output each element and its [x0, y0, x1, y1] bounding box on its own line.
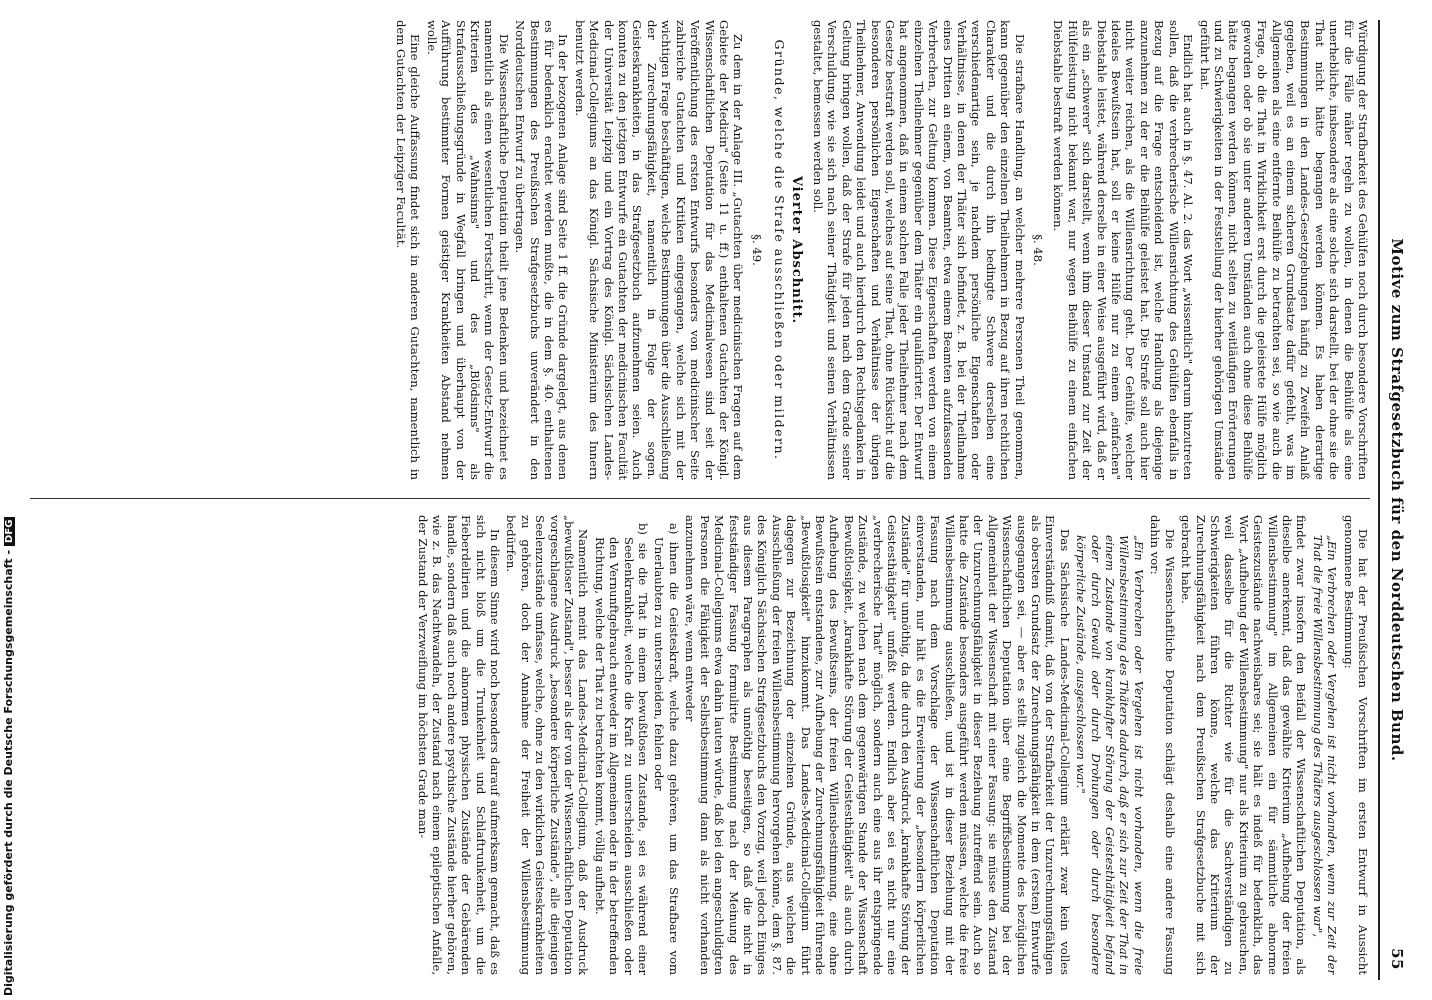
dfg-logo: DFG — [4, 517, 15, 546]
header-rule — [1378, 20, 1380, 980]
list-item: b) sie die That in einem bewußtlosen Zustande, sei es während einer Seelenkrankheit, welche die Kraft zu unterscheiden ausschließen oder den Vernunftgebrauch entweder im Allgemeinen oder in der betreffenden Richtung, welche der That zu betrachten kommt, völlig aufhebt. — [592, 523, 651, 975]
rotated-page-scan — [20, 20, 1410, 980]
left-column — [30, 20, 1370, 480]
paragraph: Das Sächsische Landes-Medicinal-Collegium erklärt zwar kein volles Einverständniß damit, daß von der Strafbarkeit der Unzurechnungsfähigen als obersten Grundsatz der Zurechnungsfähigkeit in dem (ersten) Entwurfe ausgegangen sei, — aber es stellt zugleich die Momente des bezüglichen Wissenschaftlichen Deputation über eine Begriffsbestimmung bei der Allgemeinheit der Wissenschaft mit einer Fassung: sie müsse den Zustand der Unzurechnungsfähigkeit in dieser Beziehung zutreffend sein. Auch so hatte die Zustände besonders ausgeführt werden müssen, welche die freie Willensbestimmung ausschließen, und ist in dieser Beziehung mit der Fassung nach dem Vorschlage der Wissenschaftlichen Deputation einverstanden, nur hält es die Erweiterung der „besondern körperlichen Zustände" für unnöthig, da die durch den Ausdruck „krankhafte Störung der Geistesthätigkeit" umfaßt werden. Endlich aber sei es nicht nur eine „verbrecherische That" möglich, sondern auch eine aus ihr entspringende Zustände, zu welchen nach dem gegenwärtigen Stande der Wissenschaft Bewußtlosigkeit, „krankhafte Störung der Geistesthätigkeit" als auch durch Aufhebung des Bewußtseins, der freien Willensbestimmung, eine ohne Bewußtsein entstandene, zur Aufhebung der Zurechnungsfähigkeit führende „Bewußtlosigkeit" hinzukommt. Das Landes-Medicinal-Collegium führt dagegen zur Bezeichnung der einzelnen Gründe, aus welchen die Ausschließung der freien Willensbestimmung hervorgehen könne, dem §. 87. des Königlich Sächsischen Strafgesetzbuchs den Vorzug, weil jedoch Einiges aus diesem Paragraphen als unnöthig beseitigen, so daß die nicht in festständiger Fassung formulirte Bestimmung nach der Meinung des Medicinal-Collegiums etwa dahin lauten würde, daß bei den angeschuldigten Personen die Fähigkeit der Selbstbestimmung dann als nicht vorhanden anzunehmen wäre, wenn entweder — [683, 515, 1072, 975]
paragraph: Die strafbare Handlung, an welcher mehrere Personen Theil genommen, kann gegenüber den einzelnen Theilnehmern in Bezug auf ihren rechtlichen Charakter und die durch ihn bedingte Schwere derselben eine verschiedenartige sein, je nachdem persönliche Eigenschaften oder Verhältnisse, in denen der Thäter sich befindet, z. B. bei der Theilnahme eines Dritten an einem, von Beamten, etwa einem Beamten aufzufassenden Verbrechen, zur Geltung kommen. Diese Eigenschaften werden von einem einzelnen Theilnehmer gegenüber dem Thäter ein qualificirter. Der Entwurf hat angenommen, daß in einem solchen Falle jeder Theilnehmer nach dem Gesetze bestraft werden soll, welches auf seine That, ohne Rücksicht auf die besonderen persönlichen Eigenschaften und Verhältnisse der übrigen Theilnehmer, Anwendung leidet und auch hierdurch den Rechtsgedanken in Geltung bringen wollen, daß der Strafe für jeden nach dem Grade seiner Verschuldung, wie sie sich nach seiner Thätigkeit und seinen Verhältnissen gestaltet, bemessen werden soll. — [810, 20, 1027, 480]
credit-text: Digitalisierung gefördert durch die Deutsche Forschungsgemeinschaft - — [2, 549, 15, 996]
column-divider — [30, 498, 1370, 499]
right-column — [30, 515, 1370, 975]
paragraph: In diesem Sinne wird noch besonders darauf aufmerksam gemacht, daß es sich nicht bloß um die Trunkenheit und Schlaftrunkenheit, um die Fieberdelirien und die abnormen physischen Zustände der Gebärenden handle, sondern daß auch noch andere psychische Zustände hierher gehören, wie z. B. das Nachtwandeln, der Zustand nach einem epileptischen Anfalle, der Zustand der Verzweiflung im höchsten Grade man- — [416, 515, 503, 975]
running-title: Motive zum Strafgesetzbuch für den Norddeutschen Bund. — [1388, 238, 1406, 762]
digitization-credit — [2, 519, 16, 996]
quotation: „Ein Verbrechen oder Vergehen ist nicht vorhanden, wenn zur Zeit der That die freie Willensbestimmung des Thäters ausgeschlossen war", — [1310, 535, 1340, 975]
paragraph: Eine gleiche Auffassung findet sich in anderen Gutachten, namentlich in dem Gutachten der Leipziger Facultät. — [394, 20, 423, 480]
paragraph: Die Wissenschaftliche Deputation theilt jene Bedenken und bezeichnet es namentlich als einen wesentlichen Fortschritt, wenn der Gesetz-Entwurf die Kriterien des „Wahnsinns" und des „Blödsinns" als Strafausschließungsgründe in Wegfall bringen und überhaupt von der Aufführung bestimmter Formen geistiger Krankheiten Abstand nehmen wolle. — [424, 20, 511, 480]
paragraph: Würdigung der Strafbarkeit des Gehülfen noch durch besondere Vorschriften für die Fälle näher regeln zu wollen, in denen die Beihülfe als eine unerhebliche, insbesondere als eine solche sich darstellt, bei der ohne sie die That nicht hätte begangen werden können. Es haben derartige Bestimmungen in den Landes-Gesetzgebungen häufig zu Zweifeln Anlaß gegeben, weil es an einem sicheren Grundsatze dafür gefehlt, was im Allgemeinen als eine entfernte Beihülfe zu betrachten sei, so wie auch die Frage, ob die That in Wirklichkeit erst durch die geleistete Hülfe möglich geworden oder ob sie unter anderen Umständen auch ohne diese Beihülfe hätte begangen werden können, nicht selten zu weitläufigen Erörterungen und zu Schwierigkeiten in der Feststellung der hierher gehörigen Umstände geführt hat. — [1197, 20, 1370, 480]
section-heading: Vierter Abschnitt. — [788, 175, 804, 325]
section-subheading: Gründe, welche die Strafe ausschließen oder mildern. — [772, 39, 788, 461]
section-number: §. 49. — [749, 234, 764, 266]
paragraph: Zu dem in der Anlage III. „Gutachten über medicinischen Fragen auf dem Gebiete der Medicin" (Seite 11 u. ff.) enthaltenen Gutachten der Königl. Wissenschaftlichen Deputation für das Medicinalwesen sind seit der Veröffentlichung des ersten Entwurfs besonders von medicinischer Seite zahlreiche Gutachten und Kritiken eingegangen, welche sich mit der wichtigen Frage beschäftigen, welche Bestimmungen über die Ausschließung der Zurechnungsfähigkeit, namentlich in Folge der sogen. Geisteskrankheiten, in das Strafgesetzbuch aufzunehmen seien. Auch konnten zu den jetzigen Entwurfe ein Gutachten der medicinischen Facultät der Universität Leipzig und ein Vortrag des Königl. Sächsischen Landes-Medicinal-Collegiums an das Königl. Sächsische Ministerium des Innern benutzt werden. — [572, 20, 746, 480]
page-number: 55 — [1388, 948, 1406, 970]
paragraph: Namentlich meint das Landes-Medicinal-Collegium, daß der Ausdruck „bewußtloser Zustand", besser als der von der Wissenschaftlichen Deputation vorgeschlagene Ausdruck „besondere körperliche Zustände", alle diejenigen Seelenzustände umfasse, welche, ohne zu den wirklichen Geisteskrankheiten zu gehören, doch der Annahme der Freiheit der Willensbestimmung bedürfen. — [504, 515, 591, 975]
quotation: „Ein Verbrechen oder Vergehen ist nicht vorhanden, wenn die freie Willensbestimmung des Thäters dadurch, daß er sich zur Zeit der That in einem Zustande von krankhafter Störung der Geistesthätigkeit befand oder durch Gewalt oder durch Drohungen oder durch besondere körperliche Zustände, ausgeschlossen war." — [1074, 535, 1146, 975]
paragraph: Endlich hat auch in §. 47. Al. 2. das Wort „wissentlich" darum hinzutreten sollen, daß die verbrecherische Willensrichtung des Gehülfen ebenfalls in Bezug auf die Frage entscheidend ist, welche Handlung als diejenige anzunehmen zu der er die Beihülfe geleistet hat. Die Strafe soll auch hier nicht weiter reichen, als die Willensrichtung geht. Der Gehülfe, welcher ideales Bewußtsein hat, soll er keine Hülfe nur zu einem „einfachen" Diebstahle leistet, während derselbe in einer Weise ausgeführt wird, daß er als ein „schwerer" sich darstellt, wenn ihm dieser Umstand zur Zeit der Hülfeleistung nicht bekannt war, nur wegen Beihülfe zu einem einfachen Diebstahle bestraft werden können. — [1051, 20, 1196, 480]
paragraph: Die Wissenschaftliche Deputation schlägt deshalb eine andere Fassung dahin vor: — [1148, 515, 1177, 975]
paragraph: findet zwar insofern den Beifall der Wissenschaftlichen Deputation, als dieselbe anerkennt, daß das gewählte Kriterium „Aufhebung der freien Willensbestimmung" im Allgemeinen ein für sämmtliche abnorme Geisteszustände nachweisbares sei; sie hält es indeß für bedenklich, das Wort „Aufhebung der Willensbestimmung" nur als Kriterium zu gebrauchen, weil dasselbe für die Richter wie für die Sachverständigen zu Schwierigkeiten führen könne, welche das Kriterium der Zurechnungsfähigkeit nach dem Preußischen Strafgesetzbuche mit sich gebracht habe. — [1179, 515, 1309, 975]
paragraph: Die hat der Preußischen Vorschriften im ersten Entwurf in Aussicht genommene Bestimmung: — [1341, 515, 1370, 975]
list-item: a) ihnen die Geisteskraft, welche dazu gehören, um das Strafbare vom Unerlaubten zu unterscheiden, fehlen oder — [652, 523, 681, 975]
paragraph: In der bezogenen Anlage sind Seite 1 ff. die Gründe dargelegt, aus denen es für bedenklich erachtet werden mußte, die in dem §. 40. enthaltenen Bestimmungen des Preußischen Strafgesetzbuchs unverändert in den Norddeutschen Entwurf zu übertragen. — [513, 20, 571, 480]
page-header — [1380, 20, 1410, 980]
section-number: §. 48. — [1031, 234, 1046, 266]
